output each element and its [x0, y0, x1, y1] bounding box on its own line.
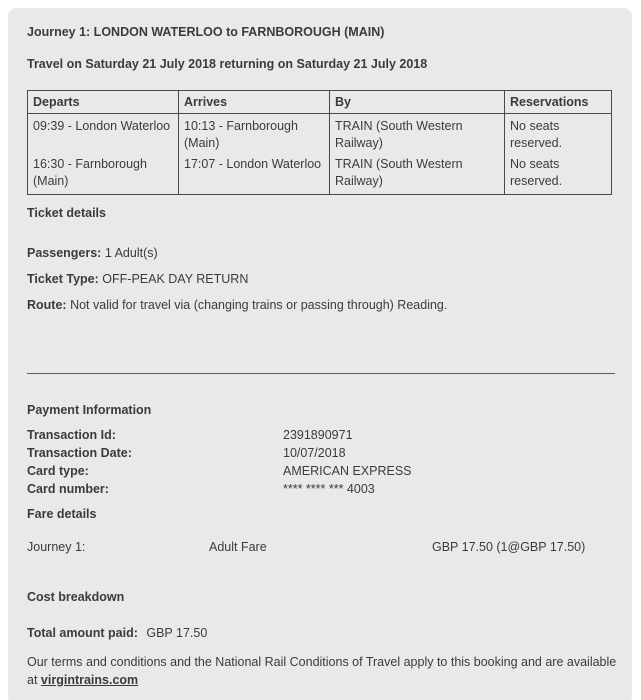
total-amount-line	[27, 625, 619, 641]
transaction-date-value: 10/07/2018	[283, 446, 346, 460]
cost-breakdown-heading: Cost breakdown	[27, 590, 125, 604]
passengers-value: 1 Adult(s)	[104, 246, 158, 260]
return-arrives-cell: 17:07 - London Waterloo	[179, 154, 330, 195]
journey-title: Journey 1: LONDON WATERLOO to FARNBOROUGH (MAIN)	[27, 25, 385, 39]
ticket-details-heading: Ticket details	[27, 206, 106, 220]
fare-type: Adult Fare	[209, 540, 267, 554]
column-header-reservations: Reservations	[505, 91, 612, 114]
card-type-row	[27, 462, 619, 480]
payment-information-heading: Payment Information	[27, 403, 152, 417]
booking-confirmation-panel	[8, 8, 632, 700]
route-label: Route:	[27, 298, 67, 312]
total-amount-label: Total amount paid:	[27, 626, 138, 640]
ticket-type-label: Ticket Type:	[27, 272, 99, 286]
itinerary-table	[27, 90, 612, 195]
terms-text: Our terms and conditions and the National Rail Conditions of Travel apply to this booking and are available at	[27, 655, 617, 687]
card-type-value: AMERICAN EXPRESS	[283, 464, 412, 478]
transaction-date-label: Transaction Date:	[27, 446, 132, 460]
card-number-row	[27, 480, 619, 498]
column-header-by: By	[330, 91, 505, 114]
outbound-arrives-cell: 10:13 - Farnborough (Main)	[179, 114, 330, 155]
return-departs-cell: 16:30 - Farnborough (Main)	[33, 157, 147, 188]
virgintrains-link[interactable]: virgintrains.com	[40, 673, 139, 687]
terms-and-conditions-text	[27, 653, 619, 689]
outbound-reservations-cell: No seats reserved.	[505, 114, 612, 155]
ticket-type-value: OFF-PEAK DAY RETURN	[102, 272, 249, 286]
table-row-return	[28, 154, 612, 195]
transaction-id-value: 2391890971	[283, 428, 353, 442]
transaction-date-row	[27, 444, 619, 462]
fare-amount: GBP 17.50 (1@GBP 17.50)	[432, 540, 586, 554]
outbound-departs-cell: 09:39 - London Waterloo	[33, 119, 171, 133]
fare-details-heading: Fare details	[27, 507, 97, 521]
card-type-label: Card type:	[27, 464, 89, 478]
ticket-type-line	[27, 271, 619, 287]
transaction-id-row	[27, 426, 619, 444]
column-header-arrives: Arrives	[179, 91, 330, 114]
travel-dates-line: Travel on Saturday 21 July 2018 returning on Saturday 21 July 2018	[27, 57, 428, 71]
column-header-departs: Departs	[28, 91, 179, 114]
transaction-id-label: Transaction Id:	[27, 428, 116, 442]
table-row-outbound	[28, 114, 612, 155]
passengers-line	[27, 245, 619, 261]
fare-journey-label: Journey 1:	[27, 540, 86, 554]
total-amount-value: GBP 17.50	[146, 626, 208, 640]
card-number-label: Card number:	[27, 482, 109, 496]
table-header-row	[28, 91, 612, 114]
route-line	[27, 297, 619, 313]
outbound-by-cell: TRAIN (South Western Railway)	[330, 114, 505, 155]
section-divider	[27, 373, 615, 374]
payment-fields	[27, 426, 619, 498]
route-value: Not valid for travel via (changing trains or passing through) Reading.	[70, 298, 448, 312]
return-by-cell: TRAIN (South Western Railway)	[330, 154, 505, 195]
passengers-label: Passengers:	[27, 246, 102, 260]
fare-row	[27, 539, 619, 555]
return-reservations-cell: No seats reserved.	[505, 154, 612, 195]
card-number-value: **** **** *** 4003	[283, 482, 375, 496]
